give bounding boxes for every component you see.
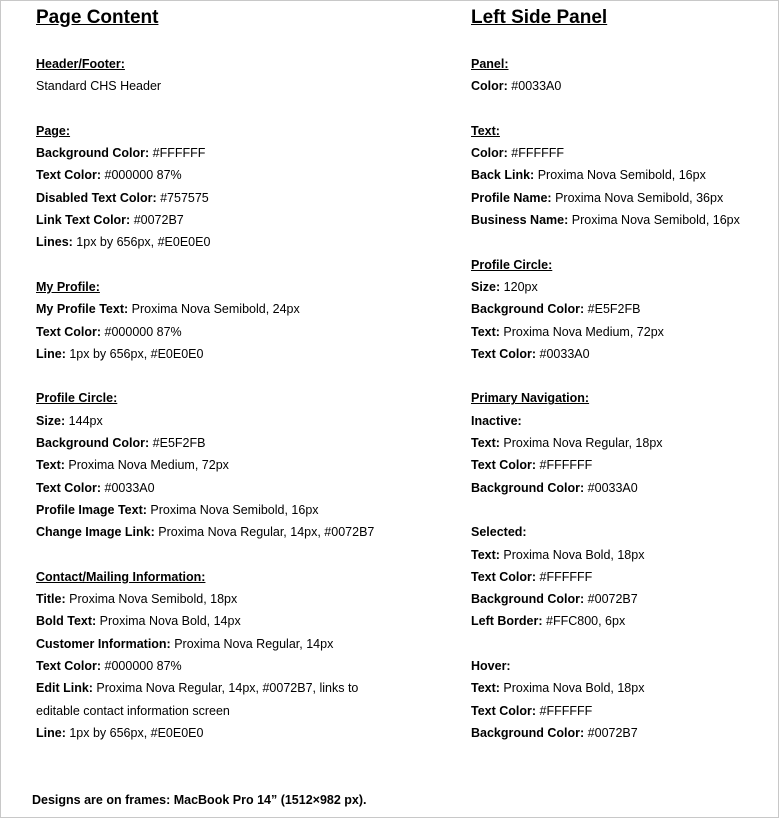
spec-value: #0072B7 xyxy=(584,592,638,607)
spec-key: Text Color: xyxy=(471,703,537,718)
spec-value: #757575 xyxy=(156,190,209,205)
spec-value: Proxima Nova Bold, 14px xyxy=(96,614,241,629)
spec-key: Line: xyxy=(36,725,66,740)
spec-row xyxy=(36,75,456,97)
spec-key: Text Color: xyxy=(471,458,537,473)
nav-state-label: Hover: xyxy=(471,659,511,674)
spec-key: Text: xyxy=(471,547,500,562)
section-heading: Profile Circle: xyxy=(471,257,553,272)
section-heading: Panel: xyxy=(471,57,509,71)
spec-key: Background Color: xyxy=(471,592,585,607)
spec-key: Text: xyxy=(471,324,500,339)
spec-value: #E5F2FB xyxy=(584,302,641,317)
spec-key: Left Border: xyxy=(471,614,543,629)
spec-value: #FFFFFF xyxy=(536,703,593,718)
spec-row xyxy=(36,610,456,632)
section-heading: Page: xyxy=(36,123,71,138)
spec-value: #FFFFFF xyxy=(149,146,206,161)
spec-value: 1px by 656px, #E0E0E0 xyxy=(72,235,211,250)
nav-state-label: Selected: xyxy=(471,525,527,540)
spec-value: Proxima Nova Semibold, 36px xyxy=(551,190,724,205)
spec-row xyxy=(36,521,456,543)
spec-value: #FFFFFF xyxy=(536,458,593,473)
spec-row xyxy=(36,432,456,454)
page-content-title: Page Content xyxy=(36,7,159,28)
spec-key: Profile Name: xyxy=(471,190,552,205)
left-side-panel-title: Left Side Panel xyxy=(471,7,608,28)
section-heading: Primary Navigation: xyxy=(471,391,590,406)
spec-key: My Profile Text: xyxy=(36,302,129,317)
header-footer-section xyxy=(36,53,456,98)
section-heading: Text: xyxy=(471,123,500,138)
spec-value: 120px xyxy=(500,279,538,294)
spec-row xyxy=(471,722,771,744)
section-heading: Header/Footer: xyxy=(36,57,125,71)
spec-value: #0033A0 xyxy=(507,79,562,94)
spec-key: Text: xyxy=(471,681,500,696)
spec-key: Background Color: xyxy=(36,436,150,451)
spec-key: Edit Link: xyxy=(36,681,93,696)
section-heading: Profile Circle: xyxy=(36,391,118,406)
page-section xyxy=(36,120,456,254)
spec-key: Lines: xyxy=(36,235,73,250)
spec-row xyxy=(36,499,456,521)
nav-selected-section xyxy=(471,521,771,632)
spec-value: Proxima Nova Semibold, 16px xyxy=(146,502,319,517)
spec-key: Text Color: xyxy=(36,480,102,495)
spec-key: Color: xyxy=(471,146,508,161)
my-profile-section xyxy=(36,276,456,365)
spec-row xyxy=(471,298,771,320)
spec-row xyxy=(36,343,456,365)
spec-row xyxy=(36,298,456,320)
spec-value: #000000 87% xyxy=(101,659,182,674)
spec-key: Text Color: xyxy=(36,324,102,339)
spec-key: Size: xyxy=(471,279,501,294)
spec-value: 144px xyxy=(65,413,103,428)
spec-row xyxy=(471,164,771,186)
spec-value: Proxima Nova Bold, 18px xyxy=(499,547,645,562)
spec-key: Text Color: xyxy=(36,659,102,674)
spec-key: Text: xyxy=(36,458,65,473)
nav-state-label: Inactive: xyxy=(471,413,522,428)
primary-navigation-section xyxy=(471,387,771,498)
spec-row xyxy=(471,75,771,97)
spec-row xyxy=(471,566,771,588)
left-side-panel-column xyxy=(471,6,771,767)
spec-key: Bold Text: xyxy=(36,614,97,629)
spec-value: #0033A0 xyxy=(536,346,590,361)
spec-value: #0072B7 xyxy=(584,725,638,740)
spec-key: Text Color: xyxy=(36,168,102,183)
spec-row xyxy=(471,321,771,343)
spec-row xyxy=(36,722,456,744)
spec-row xyxy=(471,454,771,476)
spec-key: Change Image Link: xyxy=(36,525,155,540)
nav-hover-section xyxy=(471,655,771,744)
spec-value: Proxima Nova Semibold, 16px xyxy=(534,168,706,183)
spec-value: #0033A0 xyxy=(584,480,638,495)
spec-key: Title: xyxy=(36,592,66,607)
spec-key: Background Color: xyxy=(471,302,585,317)
page-content-column xyxy=(36,6,456,767)
spec-row xyxy=(471,588,771,610)
spec-row xyxy=(471,209,771,231)
spec-row xyxy=(36,454,456,476)
spec-row xyxy=(36,209,456,231)
spec-key: Background Color: xyxy=(471,480,585,495)
profile-circle-section xyxy=(36,387,456,543)
panel-profile-circle-section xyxy=(471,254,771,365)
spec-row xyxy=(471,432,771,454)
spec-row xyxy=(36,321,456,343)
spec-row xyxy=(471,142,771,164)
spec-row xyxy=(36,187,456,209)
spec-key: Customer Information: xyxy=(36,636,171,651)
spec-value: 1px by 656px, #E0E0E0 xyxy=(65,346,204,361)
spec-key: Profile Image Text: xyxy=(36,502,147,517)
spec-key: Back Link: xyxy=(471,168,535,183)
spec-row xyxy=(471,187,771,209)
contact-mailing-section xyxy=(36,566,456,744)
spec-key: Disabled Text Color: xyxy=(36,190,157,205)
spec-row xyxy=(36,164,456,186)
spec-key: Link Text Color: xyxy=(36,213,131,228)
spec-value: #FFFFFF xyxy=(507,146,565,161)
spec-key: Text Color: xyxy=(471,346,537,361)
spec-value: #0072B7 xyxy=(130,213,184,228)
spec-value: #0033A0 xyxy=(101,480,155,495)
spec-row xyxy=(36,410,456,432)
spec-value: Proxima Nova Regular, 18px xyxy=(499,436,663,451)
spec-row xyxy=(471,700,771,722)
spec-row xyxy=(36,633,456,655)
spec-value: Proxima Nova Semibold, 24px xyxy=(128,302,300,317)
spec-row xyxy=(471,477,771,499)
spec-row xyxy=(36,588,456,610)
spec-value: #FFC800, 6px xyxy=(542,614,626,629)
spec-value: Standard CHS Header xyxy=(36,79,162,94)
spec-row xyxy=(471,677,771,699)
design-frame-footnote: Designs are on frames: MacBook Pro 14” (1512×982 px). xyxy=(32,793,367,807)
spec-value: Proxima Nova Regular, 14px, #0072B7, links to editable contact information screen xyxy=(36,681,359,718)
section-heading: My Profile: xyxy=(36,279,100,294)
spec-value: Proxima Nova Semibold, 18px xyxy=(65,592,238,607)
spec-key: Background Color: xyxy=(36,146,150,161)
spec-key: Text Color: xyxy=(471,569,537,584)
spec-row xyxy=(36,231,456,253)
spec-value: #000000 87% xyxy=(101,168,182,183)
spec-key: Text: xyxy=(471,436,500,451)
panel-section xyxy=(471,53,771,98)
spec-value: Proxima Nova Regular, 14px xyxy=(170,636,334,651)
spec-value: Proxima Nova Medium, 72px xyxy=(499,324,664,339)
spec-key: Color: xyxy=(471,79,508,94)
spec-value: Proxima Nova Semibold, 16px xyxy=(568,213,740,228)
spec-key: Line: xyxy=(36,346,66,361)
spec-row xyxy=(36,655,456,677)
spec-value: #E5F2FB xyxy=(149,436,206,451)
spec-value: #FFFFFF xyxy=(536,569,593,584)
spec-value: #000000 87% xyxy=(101,324,182,339)
spec-row xyxy=(36,677,396,722)
text-section xyxy=(471,120,771,231)
spec-value: 1px by 656px, #E0E0E0 xyxy=(65,725,204,740)
spec-row xyxy=(36,142,456,164)
spec-value: Proxima Nova Bold, 18px xyxy=(499,681,645,696)
spec-row xyxy=(36,477,456,499)
spec-key: Background Color: xyxy=(471,725,585,740)
spec-row xyxy=(471,610,771,632)
section-heading: Contact/Mailing Information: xyxy=(36,569,206,584)
spec-row xyxy=(471,544,771,566)
spec-row xyxy=(471,343,771,365)
spec-value: Proxima Nova Regular, 14px, #0072B7 xyxy=(154,525,375,540)
spec-row xyxy=(471,276,771,298)
spec-key: Size: xyxy=(36,413,66,428)
spec-key: Business Name: xyxy=(471,213,569,228)
spec-value: Proxima Nova Medium, 72px xyxy=(64,458,229,473)
